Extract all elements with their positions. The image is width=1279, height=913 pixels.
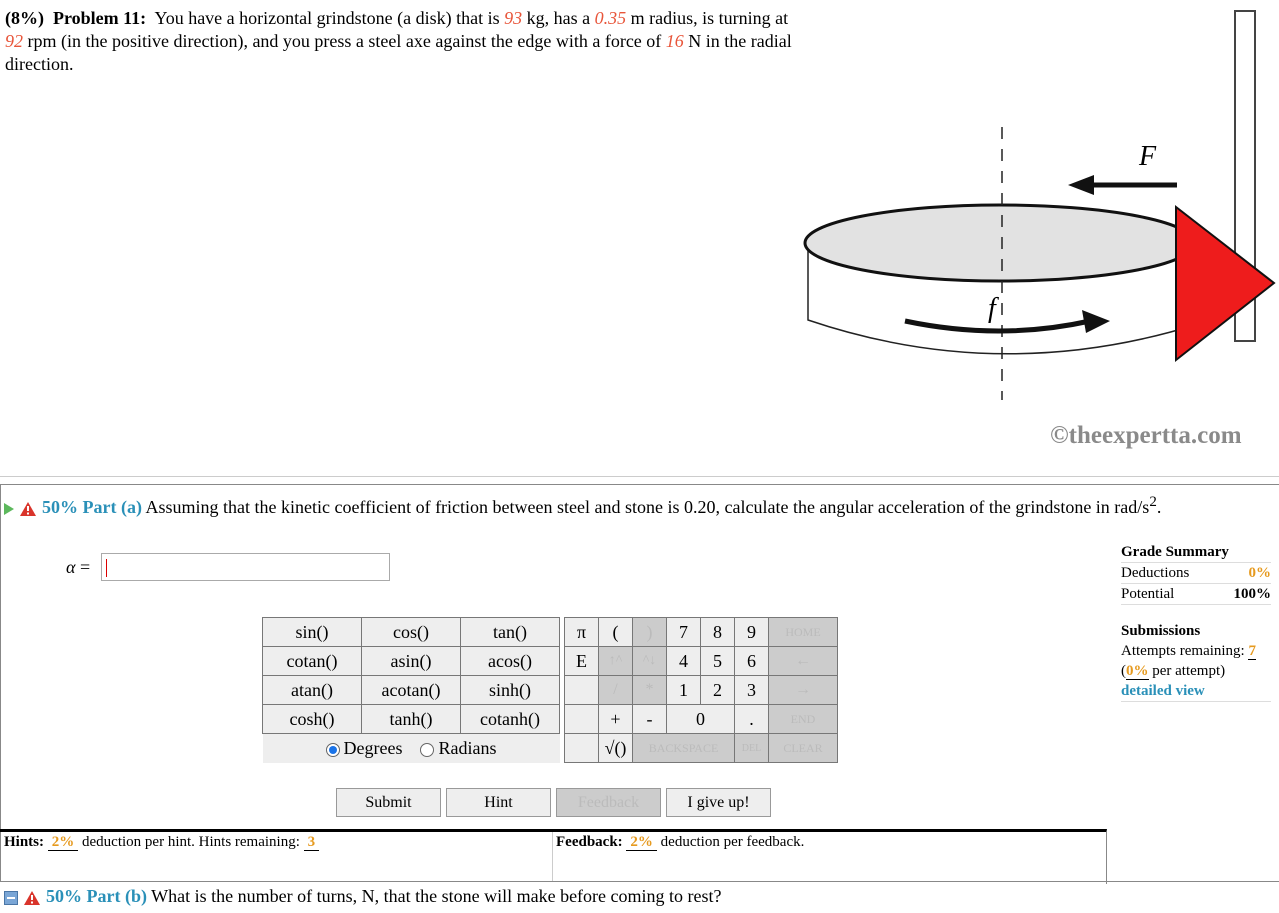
right-arrow-button[interactable]: →: [769, 676, 838, 705]
feedback-info: [556, 834, 804, 851]
unit-exponent: 2: [1149, 494, 1157, 510]
divider: [552, 832, 553, 881]
grade-summary-title: Grade Summary: [1121, 544, 1271, 563]
equals-sign: =: [75, 557, 91, 577]
per-attempt-text: per attempt): [1148, 663, 1226, 679]
divider: [0, 476, 1279, 477]
problem-text: N in the radial direction.: [5, 31, 792, 74]
part-a-end: .: [1156, 497, 1162, 517]
digit-2-button[interactable]: 2: [701, 676, 735, 705]
delete-button[interactable]: DEL: [735, 734, 769, 763]
deductions-row: [1121, 563, 1271, 584]
digit-5-button[interactable]: 5: [701, 647, 735, 676]
blank-key: [565, 734, 599, 763]
feedback-deduction: 2%: [626, 834, 657, 851]
alpha-symbol: α: [66, 557, 76, 577]
deductions-label: Deductions: [1121, 565, 1190, 581]
atan-button[interactable]: atan(): [263, 676, 362, 705]
divide-button[interactable]: /: [599, 676, 633, 705]
attempts-label: Attempts remaining:: [1121, 643, 1249, 659]
grade-summary: [1121, 544, 1271, 702]
problem-text: kg, has a: [522, 8, 595, 28]
problem-statement: [5, 7, 795, 76]
part-a-question: Assuming that the kinetic coefficient of friction between steel and stone is 0.20, calculate the angular acceleration of the grindstone in rad/s: [141, 497, 1150, 517]
digit-0-button[interactable]: 0: [667, 705, 735, 734]
feedback-label: Feedback:: [556, 834, 623, 850]
radius-value: 0.35: [594, 8, 627, 28]
hints-info: [4, 834, 319, 851]
up-caret-button[interactable]: ↑^: [599, 647, 633, 676]
home-button[interactable]: HOME: [769, 618, 838, 647]
end-button[interactable]: END: [769, 705, 838, 734]
problem-label: Problem 11:: [53, 8, 147, 28]
problem-text: rpm (in the positive direction), and you press a steel axe against the edge with a force of: [23, 31, 666, 51]
close-paren-button[interactable]: ): [633, 618, 667, 647]
minus-button[interactable]: -: [633, 705, 667, 734]
force-label: F: [1139, 141, 1157, 172]
text-cursor: [106, 559, 107, 577]
watermark: ©theexpertta.com: [1050, 422, 1242, 449]
radians-radio[interactable]: [420, 743, 434, 757]
mass-value: 93: [504, 8, 523, 28]
digit-7-button[interactable]: 7: [667, 618, 701, 647]
down-caret-button[interactable]: ^↓: [633, 647, 667, 676]
cos-button[interactable]: cos(): [362, 618, 461, 647]
problem-percent: (8%): [5, 8, 44, 28]
digit-9-button[interactable]: 9: [735, 618, 769, 647]
warning-icon: [24, 891, 40, 905]
part-b-header: [4, 883, 722, 909]
digit-8-button[interactable]: 8: [701, 618, 735, 647]
blank-key: [565, 705, 599, 734]
backspace-button[interactable]: BACKSPACE: [633, 734, 735, 763]
problem-text: You have a horizontal grindstone (a disk) that is: [154, 8, 505, 28]
divider: [0, 881, 1279, 882]
plus-button[interactable]: +: [599, 705, 633, 734]
submissions-info: [1121, 641, 1271, 702]
cotan-button[interactable]: cotan(): [263, 647, 362, 676]
blank-key: [565, 676, 599, 705]
paren: (: [1121, 663, 1126, 679]
feedback-text: deduction per feedback.: [656, 834, 805, 850]
warning-icon: [20, 502, 36, 516]
decimal-button[interactable]: .: [735, 705, 769, 734]
sqrt-button[interactable]: √(): [599, 734, 633, 763]
digit-6-button[interactable]: 6: [735, 647, 769, 676]
calculator-keypad: [262, 617, 838, 763]
cotanh-button[interactable]: cotanh(): [461, 705, 560, 734]
collapse-icon[interactable]: [4, 891, 18, 905]
multiply-button[interactable]: *: [633, 676, 667, 705]
part-b-question: What is the number of turns, N, that the stone will make before coming to rest?: [146, 886, 722, 906]
potential-value: 100%: [1233, 586, 1271, 602]
hint-button[interactable]: Hint: [446, 788, 551, 817]
force-value: 16: [665, 31, 684, 51]
hints-text: deduction per hint. Hints remaining:: [78, 834, 304, 850]
give-up-button[interactable]: I give up!: [666, 788, 771, 817]
hints-remaining: 3: [304, 834, 320, 851]
clear-button[interactable]: CLEAR: [769, 734, 838, 763]
sin-button[interactable]: sin(): [263, 618, 362, 647]
alpha-label: [66, 557, 90, 578]
digit-4-button[interactable]: 4: [667, 647, 701, 676]
rpm-value: 92: [5, 31, 23, 51]
hint-deduction: 2%: [48, 834, 79, 851]
tan-button[interactable]: tan(): [461, 618, 560, 647]
feedback-button[interactable]: Feedback: [556, 788, 661, 817]
digit-1-button[interactable]: 1: [667, 676, 701, 705]
detailed-view-link[interactable]: detailed view: [1121, 683, 1205, 699]
answer-input[interactable]: [101, 553, 390, 581]
tanh-button[interactable]: tanh(): [362, 705, 461, 734]
asin-button[interactable]: asin(): [362, 647, 461, 676]
degrees-radio[interactable]: [326, 743, 340, 757]
acos-button[interactable]: acos(): [461, 647, 560, 676]
part-a-header: [4, 488, 1264, 521]
e-button[interactable]: E: [565, 647, 599, 676]
potential-row: [1121, 584, 1271, 605]
open-paren-button[interactable]: (: [599, 618, 633, 647]
friction-label: f: [988, 293, 996, 324]
cosh-button[interactable]: cosh(): [263, 705, 362, 734]
digit-3-button[interactable]: 3: [735, 676, 769, 705]
grindstone-figure: [800, 5, 1279, 465]
play-icon[interactable]: [4, 503, 14, 515]
hints-label: Hints:: [4, 834, 45, 850]
left-arrow-button[interactable]: ←: [769, 647, 838, 676]
angle-mode-row: [263, 734, 560, 763]
radians-label: Radians: [438, 737, 497, 758]
potential-label: Potential: [1121, 586, 1175, 602]
attempts-value: 7: [1248, 643, 1256, 659]
sinh-button[interactable]: sinh(): [461, 676, 560, 705]
degrees-label: Degrees: [343, 737, 403, 758]
problem-text: m radius, is turning at: [626, 8, 789, 28]
part-b-title: 50% Part (b): [46, 886, 147, 906]
per-attempt-value: 0%: [1126, 663, 1149, 679]
submit-button[interactable]: Submit: [336, 788, 441, 817]
submissions-title: Submissions: [1121, 623, 1201, 639]
acotan-button[interactable]: acotan(): [362, 676, 461, 705]
pi-button[interactable]: π: [565, 618, 599, 647]
part-a-title: 50% Part (a): [42, 497, 142, 517]
deductions-value: 0%: [1248, 565, 1271, 581]
